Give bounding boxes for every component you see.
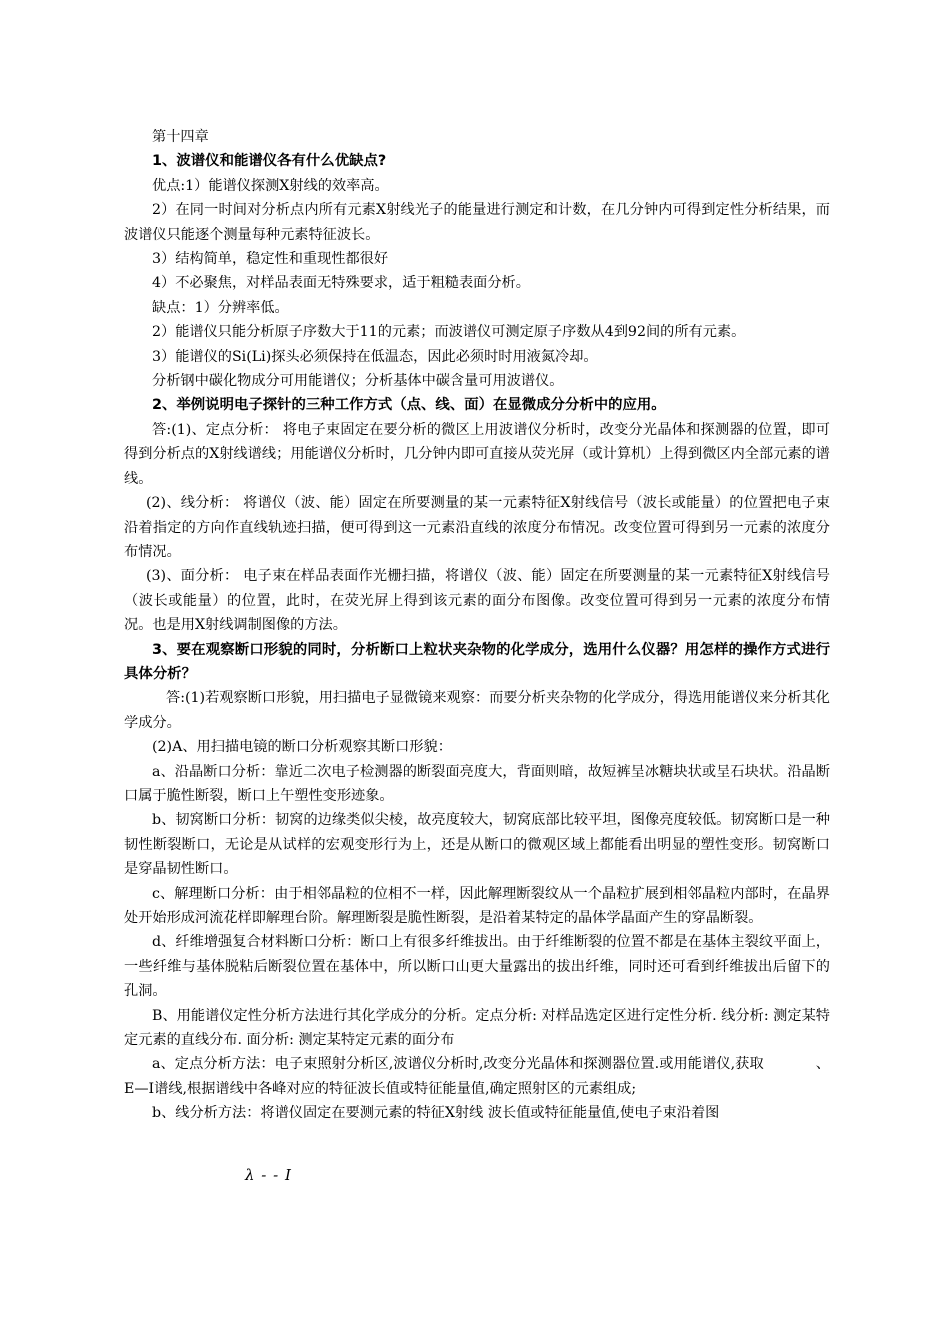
q1-advantage-1: 优点:1）能谱仪探测X射线的效率高。 [152,177,389,194]
q3-fracture-dimple: b、韧窝断口分析：韧窝的边缘类似尖棱，故亮度较大，韧窝底部比较平坦，图像亮度较低。韧窝断口是一种韧性断裂断口，无论是从试样的宏观变形行为上，还是从断口的微观区域上都能看出明显的塑性变形。韧窝断口是穿晶韧性断口。 [124,812,830,878]
q2-answer-line: (2)、线分析： 将谱仪（波、能）固定在所要测量的某一元素特征X射线信号（波长或能量）的位置把电子束沿着指定的方向作直线轨迹扫描，便可得到这一元素沿直线的浓度分布情况。改变位置可得到另一元素的浓度分布情况。 [124,495,830,560]
q2-answer-point: 答:(1)、定点分析： 将电子束固定在要分析的微区上用波谱仪分析时，改变分光晶体和探测器的位置，即可得到分析点的X射线谱线；用能谱仪分析时，几分钟内即可直接从荧光屏（或计算机）上得到微区内全部元素的谱线。 [124,421,830,487]
q3-line-analysis-method: b、线分析方法：将谱仪固定在要测元素的特征X射线 波长值或特征能量值,使电子束沿着图 [152,1105,720,1122]
question-3-title: 3、要在观察断口形貌的同时，分析断口上粒状夹杂物的化学成分，选用什么仪器？用怎样的操作方式进行具体分析？ [124,641,830,682]
document-page [124,125,830,1126]
q1-disadvantage-2: 2）能谱仪只能分析原子序数大于11的元素；而波谱仪可测定原子序数从4到92间的所有元素。 [152,324,746,341]
chapter-heading: 第十四章 [152,129,209,145]
question-1-title: 1、波谱仪和能谱仪各有什么优缺点? [152,153,387,170]
point-method-start: a、定点分析方法：电子束照射分析区,波谱仪分析时,改变分光晶体和探测器位置.或用能谱仪,获取 [152,1056,764,1073]
q3-fracture-fiber: d、纤维增强复合材料断口分析：断口上有很多纤维拔出。由于纤维断裂的位置不都是在基体主裂纹平面上，一些纤维与基体脱粘后断裂位置在基体中，所以断口山更大量露出的拔出纤维，同时还可看到纤维拔出后留下的孔洞。 [124,934,830,1000]
q1-advantage-2: 2）在同一时间对分析点内所有元素X射线光子的能量进行测定和计数，在几分钟内可得到定性分析结果，而波谱仪只能逐个测量每种元素特征波长。 [124,202,830,243]
q3-eds-analysis: B、用能谱仪定性分析方法进行其化学成分的分析。定点分析: 对样品选定区进行定性分析. 线分析: 测定某特定元素的直线分布. 面分析: 测定某特定元素的面分布 [124,1007,830,1049]
question-2-title: 2、举例说明电子探针的三种工作方式（点、线、面）在显微成分分析中的应用。 [152,397,666,414]
q1-disadvantage-1: 缺点：1）分辨率低。 [152,299,289,316]
q1-advantage-3: 3）结构简单，稳定性和重现性都很好 [152,251,389,268]
q3-fracture-intergranular: a、沿晶断口分析：靠近二次电子检测器的断裂面亮度大，背面则暗，故短裤呈冰糖块状或呈石块状。沿晶断口属于脆性断裂，断口上午塑性变形迹象。 [124,763,830,804]
q3-fracture-cleavage: c、解理断口分析：由于相邻晶粒的位相不一样，因此解理断裂纹从一个晶粒扩展到相邻晶粒内部时，在晶界处开始形成河流花样即解理台阶。解理断裂是脆性断裂，是沿着某特定的晶体学晶面产生的穿晶断裂。 [124,885,830,926]
q3-answer-2: (2)A、用扫描电镜的断口分析观察其断口形貌： [152,739,452,756]
q2-answer-area: (3)、面分析： 电子束在样品表面作光栅扫描，将谱仪（波、能）固定在所要测量的某一元素特征X射线信号（波长或能量）的位置，此时，在荧光屏上得到该元素的面分布图像。改变位置可得到另一元素的浓度分布情况。也是用X射线调制图像的方法。 [124,568,830,634]
q3-point-analysis-method [124,1052,830,1101]
q1-disadvantage-3: 3）能谱仪的Si(Li)探头必须保持在低温态，因此必须时时用液氮冷却。 [152,348,598,365]
q1-note: 分析钢中碳化物成分可用能谱仪；分析基体中碳含量可用波谱仪。 [152,373,564,390]
q1-advantage-4: 4）不必聚焦，对样品表面无特殊要求，适于粗糙表面分析。 [152,275,530,292]
lambda-i-formula: λ - - I [245,1166,292,1184]
q3-answer-1: 答:(1)若观察断口形貌，用扫描电子显微镜来观察：而要分析夹杂物的化学成分，得选用能谱仪来分析其化学成分。 [124,690,830,731]
point-method-end: 、E—I谱线,根据谱线中各峰对应的特征波长值或特征能量值,确定照射区的元素组成; [124,1056,830,1097]
